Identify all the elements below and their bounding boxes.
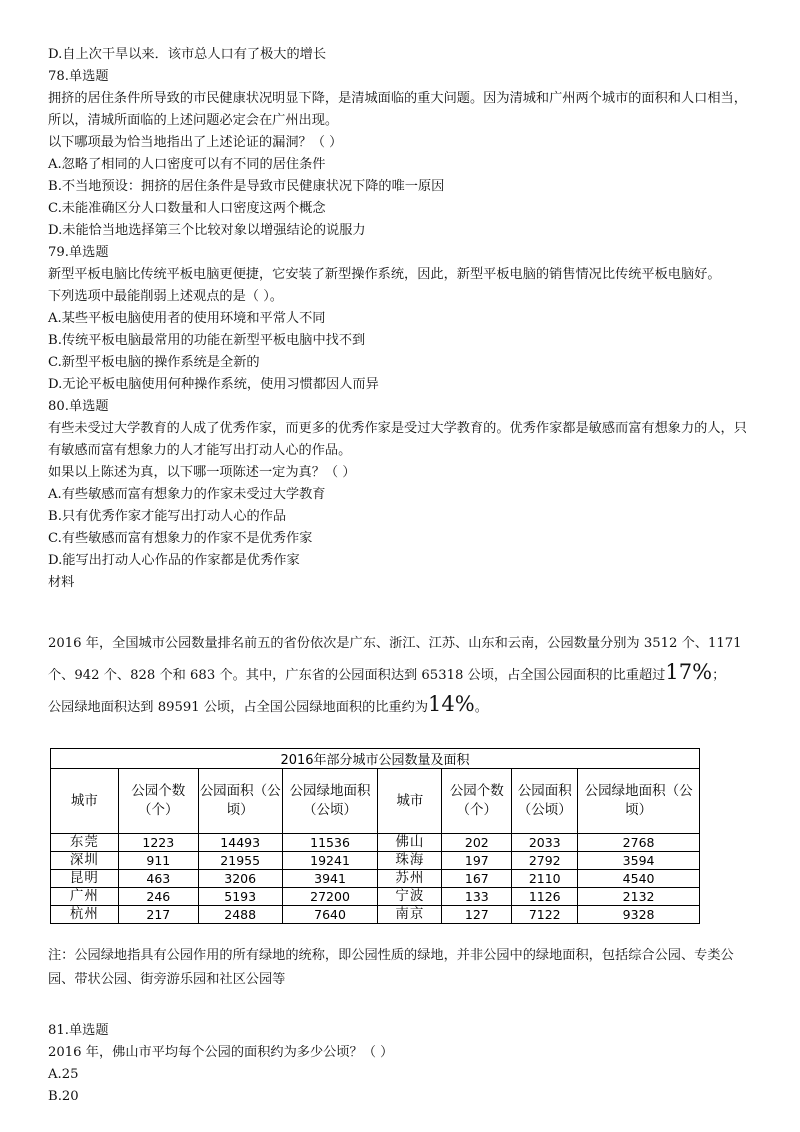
question-78-title: 78.单选题 xyxy=(48,69,109,84)
option-b-79: B.传统平板电脑最常用的功能在新型平板电脑中找不到 xyxy=(48,333,366,348)
question-81-title: 81.单选题 xyxy=(48,1023,109,1038)
option-a-79: A.某些平板电脑使用者的使用环境和平常人不同 xyxy=(48,311,326,326)
material-heading: 材料 xyxy=(48,575,75,590)
table-cell: 11536 xyxy=(282,834,378,852)
question-81-stem: 2016 年，佛山市平均每个公园的面积约为多少公顷？（ ） xyxy=(48,1045,394,1060)
table-cell: 3594 xyxy=(578,852,700,870)
table-cell: 2792 xyxy=(512,852,578,870)
table-cell: 广州 xyxy=(51,888,119,906)
table-cell: 21955 xyxy=(198,852,282,870)
question-79-stem: 新型平板电脑比传统平板电脑更便捷，它安装了新型操作系统，因此，新型平板电脑的销售情况比传统平板电脑好。 xyxy=(48,267,721,282)
option-a-81: A.25 xyxy=(48,1067,79,1082)
table-row xyxy=(51,870,700,888)
question-78-stem: 拥挤的居住条件所导致的市民健康状况明显下降，是清城面临的重大问题。因为清城和广州两个城市的面积和人口相当，所以，清城所面临的上述问题必定会在广州出现。 xyxy=(48,91,747,128)
col-header-park-count: 公园个数（个） xyxy=(118,769,198,834)
table-cell: 2033 xyxy=(512,834,578,852)
table-cell: 911 xyxy=(118,852,198,870)
col-header-park-area: 公园面积（公顷） xyxy=(198,769,282,834)
table-cell: 2110 xyxy=(512,870,578,888)
option-b-81: B.20 xyxy=(48,1089,79,1104)
table-cell: 南京 xyxy=(378,906,442,924)
option-b-78: B.不当地预设：拥挤的居住条件是导致市民健康状况下降的唯一原因 xyxy=(48,179,445,194)
percent-17: 17% xyxy=(665,660,713,684)
col-header-city: 城市 xyxy=(51,769,119,834)
table-cell: 127 xyxy=(442,906,512,924)
material-text-1: 2016 年，全国城市公园数量排名前五的省份依次是广东、浙江、江苏、山东和云南，公园数量分别为 3512 个、1171 个、942 个、828 个和 683 个。其中，广东省的公园面积达到 65318 公顷，占全国公园面积的比重超过 xyxy=(48,636,742,683)
option-d-79: D.无论平板电脑使用何种操作系统，使用习惯都因人而异 xyxy=(48,377,379,392)
question-80-prompt: 如果以上陈述为真，以下哪一项陈述一定为真？（ ） xyxy=(48,465,356,480)
table-cell: 167 xyxy=(442,870,512,888)
table-cell: 19241 xyxy=(282,852,378,870)
option-d-78: D.未能恰当地选择第三个比较对象以增强结论的说服力 xyxy=(48,223,366,238)
option-c-78: C.未能准确区分人口数量和人口密度这两个概念 xyxy=(48,201,326,216)
table-cell: 463 xyxy=(118,870,198,888)
material-paragraph xyxy=(48,630,758,722)
material-text-2: 公园绿地面积达到 89591 公顷，占全国公园绿地面积的比重约为 xyxy=(48,700,429,715)
table-cell: 217 xyxy=(118,906,198,924)
question-78-prompt: 以下哪项最为恰当地指出了上述论证的漏洞？（ ） xyxy=(48,135,343,150)
option-d-77: D.自上次干旱以来．该市总人口有了极大的增长 xyxy=(48,47,327,62)
table-row xyxy=(51,888,700,906)
option-b-80: B.只有优秀作家才能写出打动人心的作品 xyxy=(48,509,287,524)
table-cell: 珠海 xyxy=(378,852,442,870)
table-cell: 2132 xyxy=(578,888,700,906)
table-row xyxy=(51,906,700,924)
question-80-stem: 有些未受过大学教育的人成了优秀作家，而更多的优秀作家是受过大学教育的。优秀作家都是敏感而富有想象力的人，只有敏感而富有想象力的人才能写出打动人心的作品。 xyxy=(48,421,747,458)
question-81-block xyxy=(48,1020,758,1108)
table-cell: 4540 xyxy=(578,870,700,888)
table-caption: 2016年部分城市公园数量及面积 xyxy=(51,749,700,769)
question-80-title: 80.单选题 xyxy=(48,399,109,414)
table-row xyxy=(51,834,700,852)
option-a-78: A.忽略了相同的人口密度可以有不同的居住条件 xyxy=(48,157,326,172)
table-cell: 1223 xyxy=(118,834,198,852)
option-c-80: C.有些敏感而富有想象力的作家不是优秀作家 xyxy=(48,531,313,546)
table-cell: 杭州 xyxy=(51,906,119,924)
col-header-green-area: 公园绿地面积（公顷） xyxy=(282,769,378,834)
percent-14: 14% xyxy=(428,692,475,716)
table-cell: 246 xyxy=(118,888,198,906)
table-cell: 5193 xyxy=(198,888,282,906)
table-cell: 3941 xyxy=(282,870,378,888)
table-row xyxy=(51,852,700,870)
table-cell: 202 xyxy=(442,834,512,852)
question-79-title: 79.单选题 xyxy=(48,245,109,260)
table-cell: 3206 xyxy=(198,870,282,888)
table-cell: 东莞 xyxy=(51,834,119,852)
col-header-city-2: 城市 xyxy=(378,769,442,834)
table-cell: 苏州 xyxy=(378,870,442,888)
document-page xyxy=(48,44,758,1108)
table-cell: 27200 xyxy=(282,888,378,906)
option-c-79: C.新型平板电脑的操作系统是全新的 xyxy=(48,355,260,370)
table-cell: 2488 xyxy=(198,906,282,924)
punct-1: ； xyxy=(712,668,726,683)
option-a-80: A.有些敏感而富有想象力的作家未受过大学教育 xyxy=(48,487,326,502)
col-header-park-count-2: 公园个数（个） xyxy=(442,769,512,834)
punct-2: 。 xyxy=(474,700,488,715)
park-table-wrapper xyxy=(50,748,758,924)
table-cell: 宁波 xyxy=(378,888,442,906)
table-cell: 197 xyxy=(442,852,512,870)
option-d-80: D.能写出打动人心作品的作家都是优秀作家 xyxy=(48,553,300,568)
table-cell: 133 xyxy=(442,888,512,906)
table-cell: 7122 xyxy=(512,906,578,924)
table-cell: 9328 xyxy=(578,906,700,924)
table-note: 注：公园绿地指具有公园作用的所有绿地的统称，即公园性质的绿地，并非公园中的绿地面积，包括综合公园、专类公园、带状公园、街旁游乐园和社区公园等 xyxy=(48,948,734,987)
table-cell: 14493 xyxy=(198,834,282,852)
table-cell: 佛山 xyxy=(378,834,442,852)
table-cell: 深圳 xyxy=(51,852,119,870)
table-cell: 昆明 xyxy=(51,870,119,888)
question-79-prompt: 下列选项中最能削弱上述观点的是（ ）。 xyxy=(48,289,283,304)
table-cell: 2768 xyxy=(578,834,700,852)
col-header-green-area-2: 公园绿地面积（公顷） xyxy=(578,769,700,834)
park-table xyxy=(50,748,700,924)
table-cell: 7640 xyxy=(282,906,378,924)
col-header-park-area-2: 公园面积（公顷） xyxy=(512,769,578,834)
table-cell: 1126 xyxy=(512,888,578,906)
